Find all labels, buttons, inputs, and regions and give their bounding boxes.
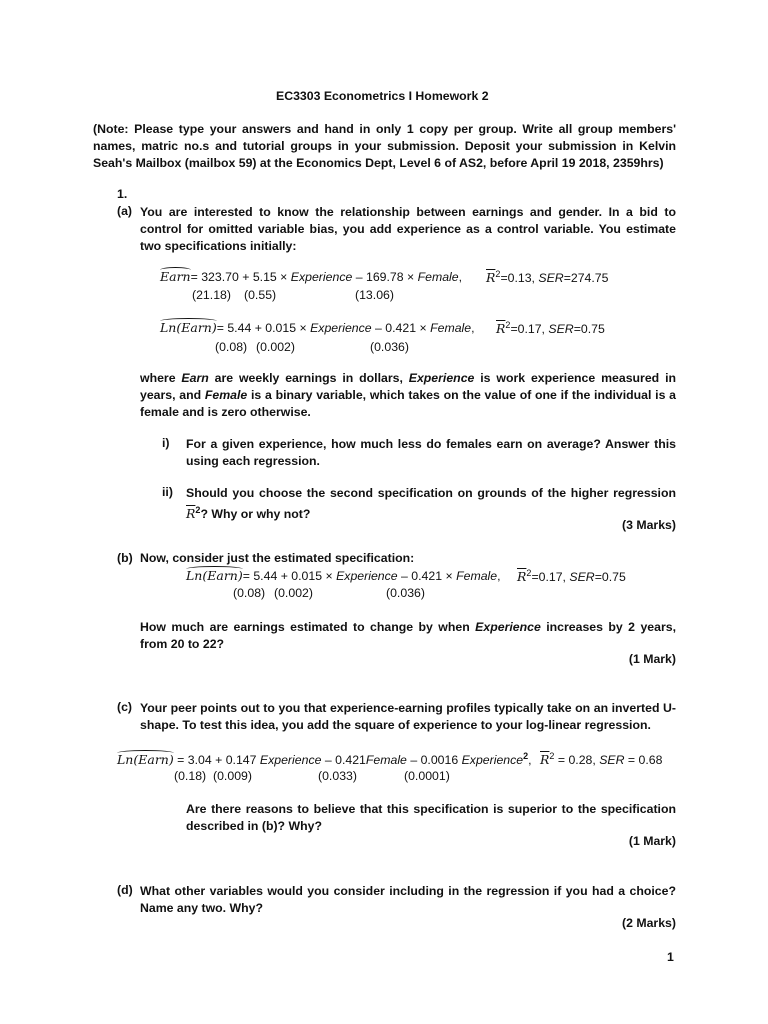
- part-d-marks: (2 Marks): [622, 916, 676, 930]
- eqc-ser-label: SER: [599, 753, 625, 768]
- eqc-rhs-pre: = 3.04 + 0.147: [173, 753, 260, 768]
- submission-note: (Note: Please type your answers and hand in only 1 copy per group. Write all group members' names, matric no.s and tutorial groups in your submission. Deposit your submission in Kelvin Seah's Mailbox (mailbox 59) at the Economics Dept, Level 6 of AS2, before April 19 2018, 2359hrs): [93, 122, 676, 170]
- earn-symbol: Earn: [181, 320, 212, 335]
- eq2-ser-value: =0.75: [573, 322, 605, 337]
- r2-superscript: 2: [505, 320, 511, 330]
- eqc-var-female: Female: [365, 753, 407, 768]
- subpart-ii-label: ii): [162, 485, 173, 499]
- r2-superscript: 2: [526, 568, 532, 578]
- part-b-text-2: increases by 2 years, from 20 to 22?: [140, 620, 677, 651]
- eq1-r2-value: =0.13,: [500, 271, 539, 286]
- eqc-var-experience-squared: Experience: [461, 753, 524, 768]
- ln-symbol: Ln: [117, 752, 134, 768]
- part-c-intro: Your peer points out to you that experience-earning profiles typically take on an inverted U-shape. To test this idea, you add the square of experience to your log-linear regression.: [140, 701, 676, 732]
- eqc-rhs-end: – 0.0016: [406, 753, 462, 768]
- squared-superscript: 2: [523, 751, 529, 761]
- where-text-4: is a binary variable, which takes on the value of one if the individual is a female and is zero otherwise.: [140, 388, 676, 419]
- earn-hat: Earn: [160, 269, 191, 284]
- part-a-intro: You are interested to know the relationship between earnings and gender. In a bid to control for omitted variable bias, you add experience as a control variable. You estimate two specifications initially:: [140, 205, 676, 253]
- part-d-question: What other variables would you consider including in the regression if you had a choice? Name any two. Why?: [140, 884, 676, 915]
- eq2-rhs-mid: – 0.421 ×: [371, 321, 431, 335]
- eq1-ser-label: SER: [538, 271, 564, 286]
- eqb-var-female: Female: [456, 569, 498, 583]
- earn-symbol: Earn: [207, 568, 238, 583]
- part-b-marks: (1 Mark): [628, 652, 676, 666]
- r-bar-squared-symbol: $\overline{R}$: [540, 752, 550, 768]
- eq2-r2-value: =0.17,: [510, 322, 549, 337]
- question-number: 1.: [117, 187, 128, 201]
- part-c-label: (c): [117, 700, 133, 714]
- r-bar-squared-symbol: $\overline{R}$: [496, 321, 506, 337]
- eq2-se-1: (0.08): [215, 340, 248, 354]
- eq1-rhs-mid: – 169.78 ×: [352, 270, 418, 284]
- eqc-fit-stats: [540, 751, 662, 767]
- part-b-experience: Experience: [475, 620, 541, 634]
- eqc-se-1: (0.18): [174, 769, 207, 783]
- r2-superscript: 2: [549, 751, 555, 761]
- eq1-rhs-pre: = 323.70 + 5.15 ×: [190, 270, 291, 284]
- eqb-fit-stats: [517, 568, 626, 584]
- eq2-var-female: Female: [430, 321, 472, 335]
- part-c-marks: (1 Mark): [628, 834, 676, 848]
- where-female: Female: [204, 388, 248, 402]
- part-d-label: (d): [117, 883, 133, 897]
- ln-symbol: Ln: [186, 568, 203, 583]
- eq1-se-1: (21.18): [192, 288, 231, 302]
- equation-2: [160, 320, 475, 335]
- earn-symbol: Earn: [138, 752, 169, 768]
- part-b-label: (b): [117, 551, 133, 565]
- part-a-label: (a): [117, 204, 133, 218]
- eqc-se-3: (0.033): [318, 769, 357, 783]
- where-text-1: where: [140, 371, 182, 385]
- eq1-se-2: (0.55): [244, 288, 277, 302]
- eq2-sep: ,: [471, 321, 475, 335]
- r-bar-squared-symbol: $\overline{R}$: [186, 506, 196, 522]
- eqc-se-4: (0.0001): [404, 769, 450, 783]
- eqc-se-2: (0.009): [213, 769, 252, 783]
- eq2-se-3: (0.036): [370, 340, 409, 354]
- eq1-fit-stats: [486, 269, 608, 285]
- eqb-ser-label: SER: [569, 570, 595, 585]
- ln-symbol: Ln: [160, 320, 177, 335]
- eqb-rhs-mid: – 0.421 ×: [397, 569, 457, 583]
- eqc-ser-value: = 0.68: [624, 753, 663, 768]
- equation-1: [160, 269, 462, 284]
- eqb-sep: ,: [497, 569, 501, 583]
- r2-superscript: 2: [495, 269, 501, 279]
- subpart-ii-text-2: ? Why or why not?: [200, 507, 311, 522]
- ln-earn-hat: Ln(Earn): [117, 752, 174, 768]
- page-number: 1: [667, 950, 674, 964]
- part-a-marks: (3 Marks): [622, 518, 676, 532]
- subpart-i-label: i): [162, 436, 170, 450]
- where-earn: Earn: [181, 371, 209, 385]
- subpart-i-question: For a given experience, how much less do females earn on average? Answer this using each regression.: [186, 437, 676, 468]
- eq1-sep: ,: [458, 270, 463, 284]
- where-text-3: is work experience measured in years, and: [140, 371, 676, 402]
- eqc-var-experience: Experience: [259, 753, 322, 768]
- eqb-r2-value: =0.17,: [531, 570, 570, 585]
- eq2-rhs-pre: = 5.44 + 0.015 ×: [216, 321, 311, 335]
- part-b-text-1: How much are earnings estimated to change by when: [140, 620, 476, 634]
- eq1-var-experience: Experience: [290, 270, 353, 284]
- ln-earn-hat: Ln(Earn): [186, 568, 243, 583]
- part-b-question: [140, 619, 676, 653]
- eq1-ser-value: =274.75: [563, 271, 609, 286]
- eqb-se-2: (0.002): [274, 586, 313, 600]
- ln-earn-hat: Ln(Earn): [160, 320, 217, 335]
- eqc-rhs-mid: – 0.421: [321, 753, 366, 768]
- eq2-fit-stats: [496, 320, 605, 336]
- eq2-ser-label: SER: [548, 322, 574, 337]
- where-text-2: are weekly earnings in dollars,: [208, 371, 409, 385]
- document-title: EC3303 Econometrics I Homework 2: [276, 89, 489, 103]
- eqb-se-1: (0.08): [233, 586, 266, 600]
- eq2-var-experience: Experience: [310, 321, 372, 335]
- subpart-ii-text: Should you choose the second specification on grounds of the higher regression: [186, 486, 676, 500]
- variable-definitions: [140, 370, 676, 421]
- where-experience: Experience: [408, 371, 475, 385]
- eqc-r2-value: = 0.28,: [554, 753, 600, 768]
- eq2-se-2: (0.002): [256, 340, 295, 354]
- eqb-var-experience: Experience: [336, 569, 398, 583]
- eq1-var-female: Female: [417, 270, 459, 284]
- r2-superscript: 2: [195, 505, 201, 515]
- eqb-rhs-pre: = 5.44 + 0.015 ×: [242, 569, 337, 583]
- eqc-sep: ,: [528, 753, 532, 768]
- r-bar-squared-symbol: $\overline{R}$: [486, 270, 496, 286]
- part-b-intro: Now, consider just the estimated specification:: [140, 551, 415, 565]
- eqb-ser-value: =0.75: [594, 570, 626, 585]
- r-bar-squared-symbol: $\overline{R}$: [517, 569, 527, 585]
- part-c-question: Are there reasons to believe that this specification is superior to the specification described in (b)? Why?: [186, 802, 676, 833]
- eqb-se-3: (0.036): [386, 586, 425, 600]
- equation-c: [117, 751, 532, 767]
- equation-b: [186, 568, 501, 583]
- eq1-se-3: (13.06): [355, 288, 394, 302]
